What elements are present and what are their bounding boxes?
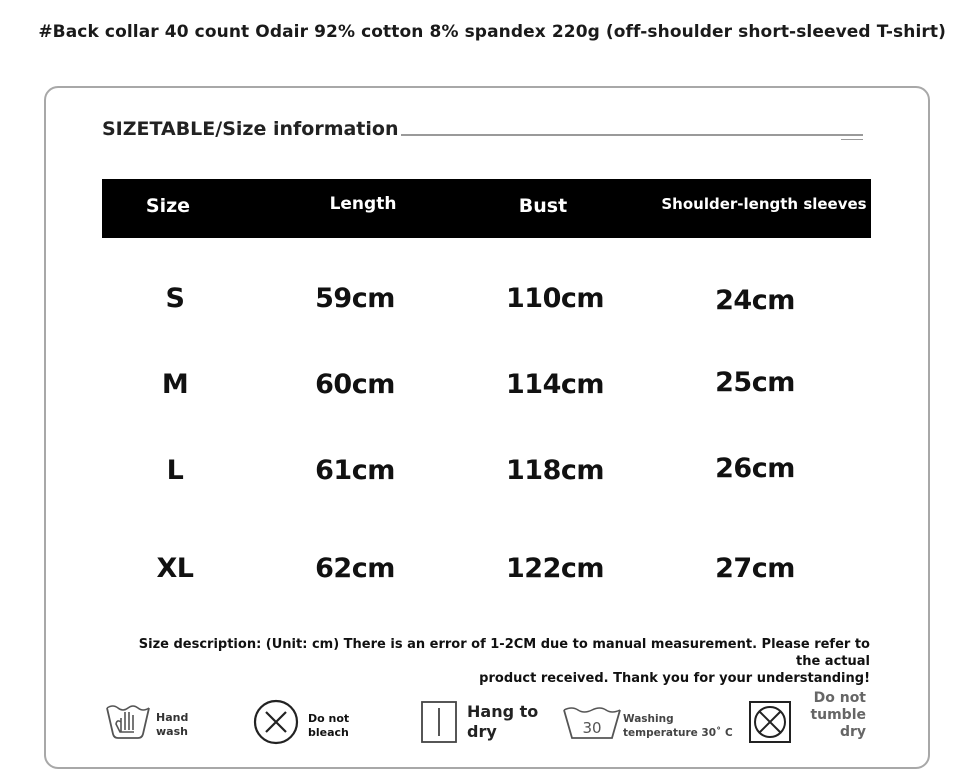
care-label-line1: Hang to (467, 702, 539, 721)
size-cell: M (161, 369, 189, 400)
care-wash-30 (562, 696, 742, 752)
care-label-line2: temperature 30˚ C (623, 727, 733, 739)
header-sleeves: Shoulder-length sleeves (661, 195, 867, 213)
size-info-card (44, 86, 930, 769)
care-label-line1: Hand (156, 711, 189, 724)
size-note-line1: Size description: (Unit: cm) There is an error of 1-2CM due to manual measurement. Please refer to the actual (138, 637, 870, 669)
do-not-bleach-icon (252, 698, 300, 746)
product-title: #Back collar 40 count Odair 92% cotton 8% spandex 220g (off-shoulder short-sleeved T-shirt) (38, 22, 946, 42)
care-label-line2: wash (156, 725, 188, 738)
bust-cell: 110cm (506, 283, 604, 314)
care-hang-to-dry (420, 696, 550, 752)
header-length: Length (329, 194, 397, 214)
bust-cell: 122cm (506, 553, 604, 584)
length-cell: 61cm (315, 455, 395, 486)
care-label-line1: Do not (813, 690, 866, 706)
table-row (102, 369, 871, 409)
size-cell: L (166, 455, 184, 486)
size-cell: XL (156, 553, 194, 584)
card-heading: SIZETABLE/Size information (102, 118, 399, 140)
length-cell: 60cm (315, 369, 395, 400)
sleeve-cell: 26cm (715, 453, 795, 484)
sleeve-cell: 25cm (715, 367, 795, 398)
care-do-not-bleach (252, 696, 362, 752)
table-row (102, 455, 871, 495)
length-cell: 62cm (315, 553, 395, 584)
care-label-line2: bleach (308, 726, 349, 739)
care-label-line2: tumble (810, 707, 866, 723)
header-bust: Bust (518, 195, 568, 217)
wash-30-icon (562, 704, 622, 744)
table-row (102, 283, 871, 323)
care-label-line2: dry (467, 722, 497, 741)
care-hand-wash (104, 696, 214, 752)
size-note-line2: product received. Thank you for your understanding! (479, 671, 870, 686)
bust-cell: 114cm (506, 369, 604, 400)
hand-wash-icon (104, 700, 152, 744)
table-row (102, 553, 871, 593)
wash-temp-badge: 30 (582, 719, 602, 737)
size-cell: S (165, 283, 185, 314)
length-cell: 59cm (315, 283, 395, 314)
size-table-header (102, 179, 871, 238)
care-label-line3: dry (839, 724, 866, 740)
bust-cell: 118cm (506, 455, 604, 486)
do-not-tumble-dry-icon (748, 700, 794, 746)
heading-divider (401, 134, 863, 136)
hang-to-dry-icon (420, 700, 460, 746)
care-do-not-tumble-dry (748, 690, 878, 752)
menu-lines-icon (841, 134, 863, 146)
size-note (110, 636, 870, 687)
header-size: Size (145, 195, 191, 217)
sleeve-cell: 24cm (715, 285, 795, 316)
sleeve-cell: 27cm (715, 553, 795, 584)
care-label-line1: Washing (623, 713, 674, 725)
care-label-line1: Do not (308, 712, 350, 725)
